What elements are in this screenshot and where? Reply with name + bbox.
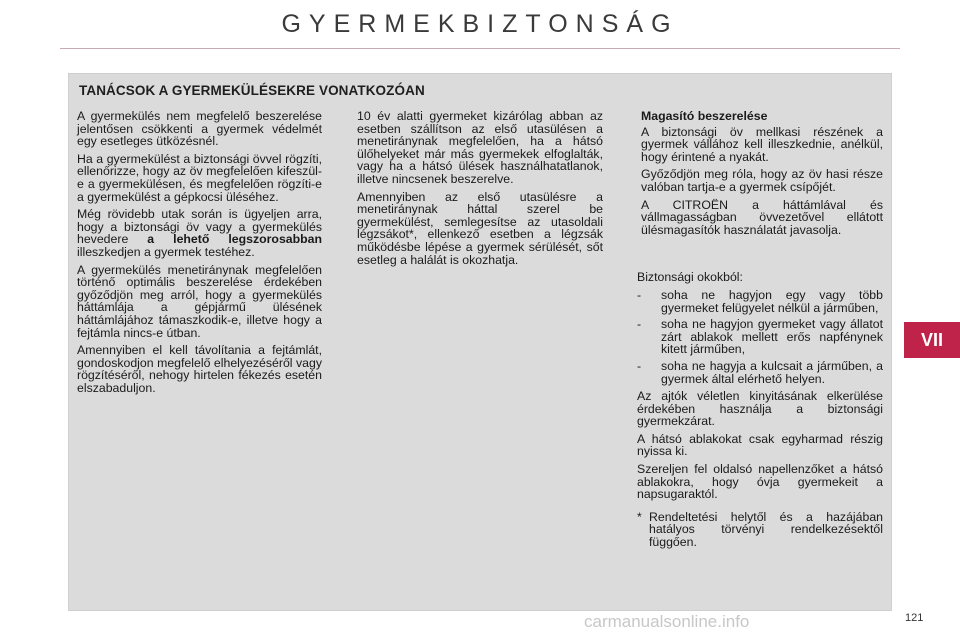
list-item-text: soha ne hagyjon egy vagy több gyermeket felügyelet nélkül a járműben, [661,287,883,315]
paragraph: Amennyiben az első utasülésre a menetiránynak háttal szerel be gyermekülést, semlegesítse az utasoldali légzsákot*, ellenkező esetben a légzsák működésbe lépése a gyermek sérülését, sőt esetleg a halálát is okozhatja. [357,189,603,267]
booster-heading: Magasító beszerelése [641,109,768,123]
paragraph: A CITROËN a háttámlával és vállmagasságban övvezetővel ellátott ülésmagasítók használatát javasolja. [641,197,883,237]
text-run: Még rövidebb utak során is ügyeljen arra, hogy a biztonsági öv vagy a gyermekülés hevedere [77,207,322,247]
list-item [637,318,883,356]
dash-marker: - [637,358,642,373]
paragraph: Szereljen fel oldalsó napellenzőket a hátsó ablakokra, hogy óvja gyermekeit a napsugaraktól. [637,462,883,502]
paragraph: A gyermekülés menetiránynak megfelelően történő optimális beszerelése érdekében győződjön meg arról, hogy a gyermekülés háttámlája a gépjármű ülésének háttámlájához támaszkodik-e, illetve hogy a fejtámla nincs-e útban. [77,262,322,340]
emphasis-text: a lehető legszorosabban [147,232,322,247]
panel-title: TANÁCSOK A GYERMEKÜLÉSEKRE VONATKOZÓAN [79,83,425,98]
paragraph: Győződjön meg róla, hogy az öv hasi része valóban tartja-e a gyermek csípőjét. [641,167,883,194]
dash-marker: - [637,287,642,302]
paragraph: 10 év alatti gyermeket kizárólag abban az esetben szállítson az első utasülésen a menetiránynak megfelelően, ha a hátsó ülőhelyeket már más gyermekek elfoglalták, vagy ha a hátsó ülések használhatatlanok, illetve nincsenek beszerelve. [357,109,603,186]
list-item-text: soha ne hagyja a kulcsait a járműben, a gyermek által elérhető helyen. [661,358,883,386]
list-item [637,289,883,314]
page-title: GYERMEKBIZTONSÁG [281,10,679,38]
paragraph: A biztonsági öv mellkasi részének a gyermek vállához kell illeszkednie, anélkül, hogy érintené a nyakát. [641,124,883,164]
list-item-text: soha ne hagyjon gyermeket vagy állatot zárt ablakok mellett erős napfénynek kitett járműben, [661,317,883,357]
reasons-list [637,289,883,385]
spacer [637,241,883,271]
advice-panel [68,73,892,611]
reasons-intro: Biztonsági okokból: [637,270,743,285]
footnote-marker: * [637,509,642,524]
column-2 [357,110,603,271]
list-item [637,360,883,385]
dash-marker: - [637,317,642,332]
chapter-tab: VII [904,322,960,358]
column-3 [637,110,883,549]
paragraph: A hátsó ablakokat csak egyharmad részig nyissa ki. [637,431,883,459]
paragraph: Amennyiben el kell távolítania a fejtámlát, gondoskodjon megfelelő elhelyezéséről vagy rögzítéséről, nehogy hirtelen fékezés esetén elszabaduljon. [77,343,322,395]
footnote-text: Rendeltetési helytől és a hazájában hatályos törvényi rendelkezésektől függően. [649,509,883,550]
watermark: carmanualsonline.info [584,612,750,631]
column-1 [77,110,322,399]
paragraph: Az ajtók véletlen kinyitásának elkerülése érdekében használja a biztonsági gyermekzárat. [637,389,883,429]
title-divider [60,48,900,49]
paragraph: A gyermekülés nem megfelelő beszerelése jelentősen csökkenti a gyermek védelmét egy esetleges ütközésnél. [77,109,322,149]
paragraph [77,208,322,258]
text-run: illeszkedjen a gyermek testéhez. [77,244,255,259]
paragraph: Ha a gyermekülést a biztonsági övvel rögzíti, ellenőrizze, hogy az öv megfelelően kifeszül-e a gyermekülésen, és megfelelően rögzíti-e a gyermekülést a gépkocsi üléséhez. [77,151,322,204]
page-number: 121 [905,612,924,624]
footnote [637,511,883,549]
